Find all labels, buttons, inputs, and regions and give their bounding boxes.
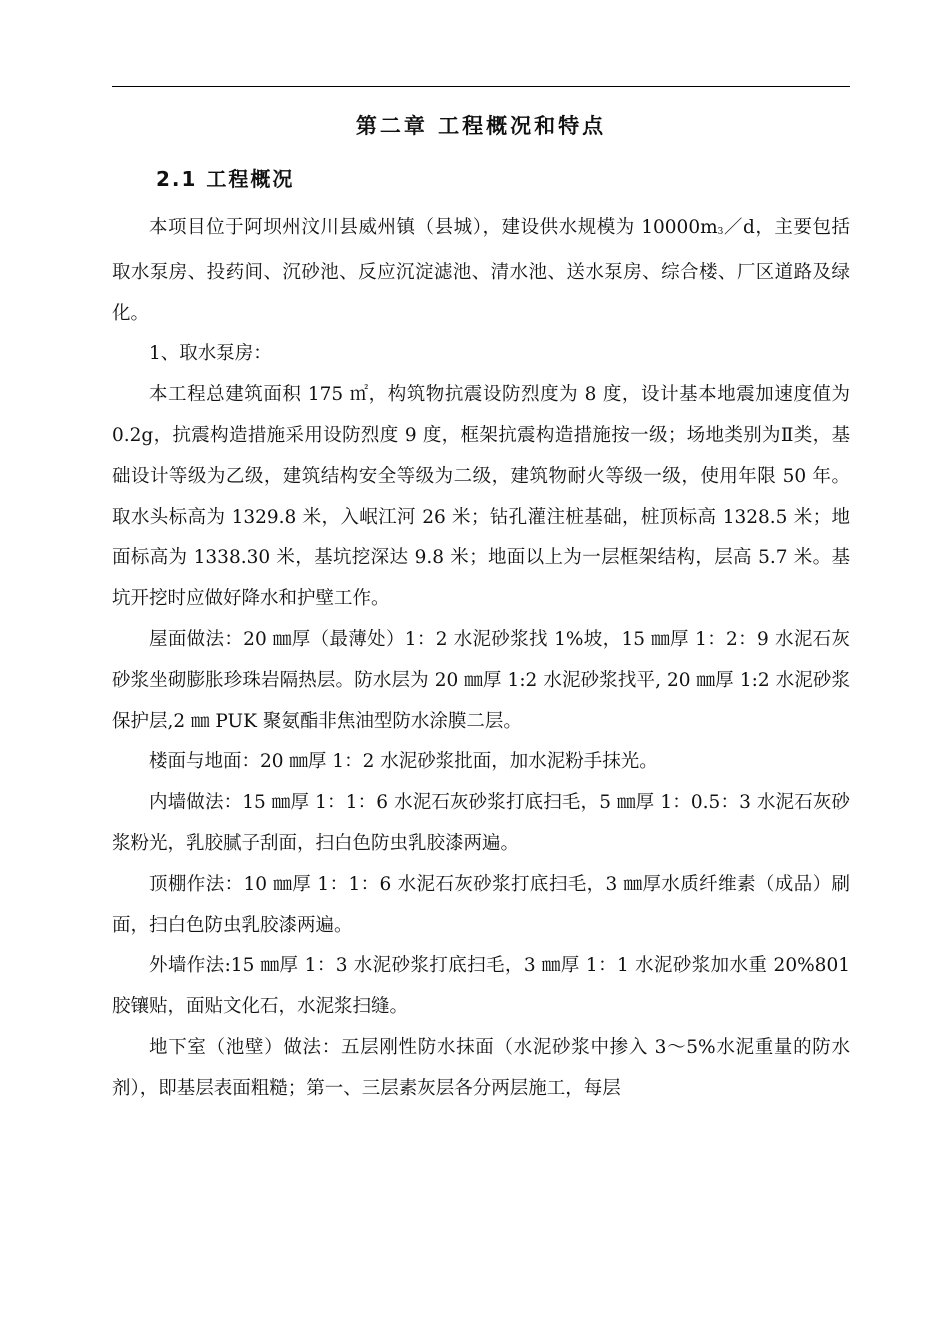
- paragraph-floor: 楼面与地面：20 ㎜厚 1：2 水泥砂浆批面，加水泥粉手抹光。: [149, 751, 658, 773]
- section-title: 2.1 工程概况: [156, 167, 295, 191]
- chapter-title: 第二章 工程概况和特点: [355, 114, 607, 138]
- paragraph-structure: 本工程总建筑面积 175 ㎡，构筑物抗震设防烈度为 8 度，设计基本地震加速度值为 0.2g，抗震构造措施采用设防烈度 9 度，框架抗震构造措施按一级；场地类别为Ⅱ类，基础设计等级为乙级，建筑结构安全等级为二级，建筑物耐火等级一级，使用年限 50 年。取水头标高为 1329.8 米，入岷江河 26 米；钻孔灌注桩基础，桩顶标高 1328.5 米；地面标高为 1338.30 米，基坑挖深达 9.8 米；地面以上为一层框架结构，层高 5.7 米。基坑开挖时应做好降水和护壁工作。: [112, 384, 850, 610]
- header-rule: [112, 86, 850, 87]
- intro-text-a: 本项目位于阿坝州汶川县威州镇（县城），建设供水规模为 10000m: [149, 217, 718, 238]
- paragraph-basement: 地下室（池壁）做法：五层刚性防水抹面（水泥砂浆中掺入 3～5%水泥重量的防水剂），即基层表面粗糙；第一、三层素灰层各分两层施工，每层: [112, 1036, 850, 1099]
- unit-subscript: 3: [717, 227, 724, 237]
- paragraph-roof: 屋面做法：20 ㎜厚（最薄处）1：2 水泥砂浆找 1%坡，15 ㎜厚 1：2：9 水泥石灰砂浆坐砌膨胀珍珠岩隔热层。防水层为 20 ㎜厚 1:2 水泥砂浆找平, 20 ㎜厚 1:2 水泥砂浆保护层,2 ㎜ PUK 聚氨酯非焦油型防水涂膜二层。: [112, 628, 850, 732]
- document-page: [112, 100, 850, 1110]
- intro-text-b: ／d，主要包括取水泵房、投药间、沉砂池、反应沉淀滤池、清水池、送水泵房、综合楼、厂区道路及绿化。: [112, 217, 851, 324]
- paragraph-exterior-wall: 外墙作法:15 ㎜厚 1：3 水泥砂浆打底扫毛，3 ㎜厚 1：1 水泥砂浆加水重 20%801 胶镶贴，面贴文化石，水泥浆扫缝。: [112, 955, 850, 1018]
- paragraph-ceiling: 顶棚作法：10 ㎜厚 1：1：6 水泥石灰砂浆打底扫毛，3 ㎜厚水质纤维素（成品）刷面，扫白色防虫乳胶漆两遍。: [112, 873, 850, 936]
- paragraph-intro: [112, 208, 850, 334]
- paragraph-interior-wall: 内墙做法：15 ㎜厚 1：1：6 水泥石灰砂浆打底扫毛，5 ㎜厚 1：0.5：3 水泥石灰砂浆粉光，乳胶腻子刮面，扫白色防虫乳胶漆两遍。: [112, 792, 850, 854]
- list-item-intake-pump-house: 1、取水泵房：: [149, 343, 272, 365]
